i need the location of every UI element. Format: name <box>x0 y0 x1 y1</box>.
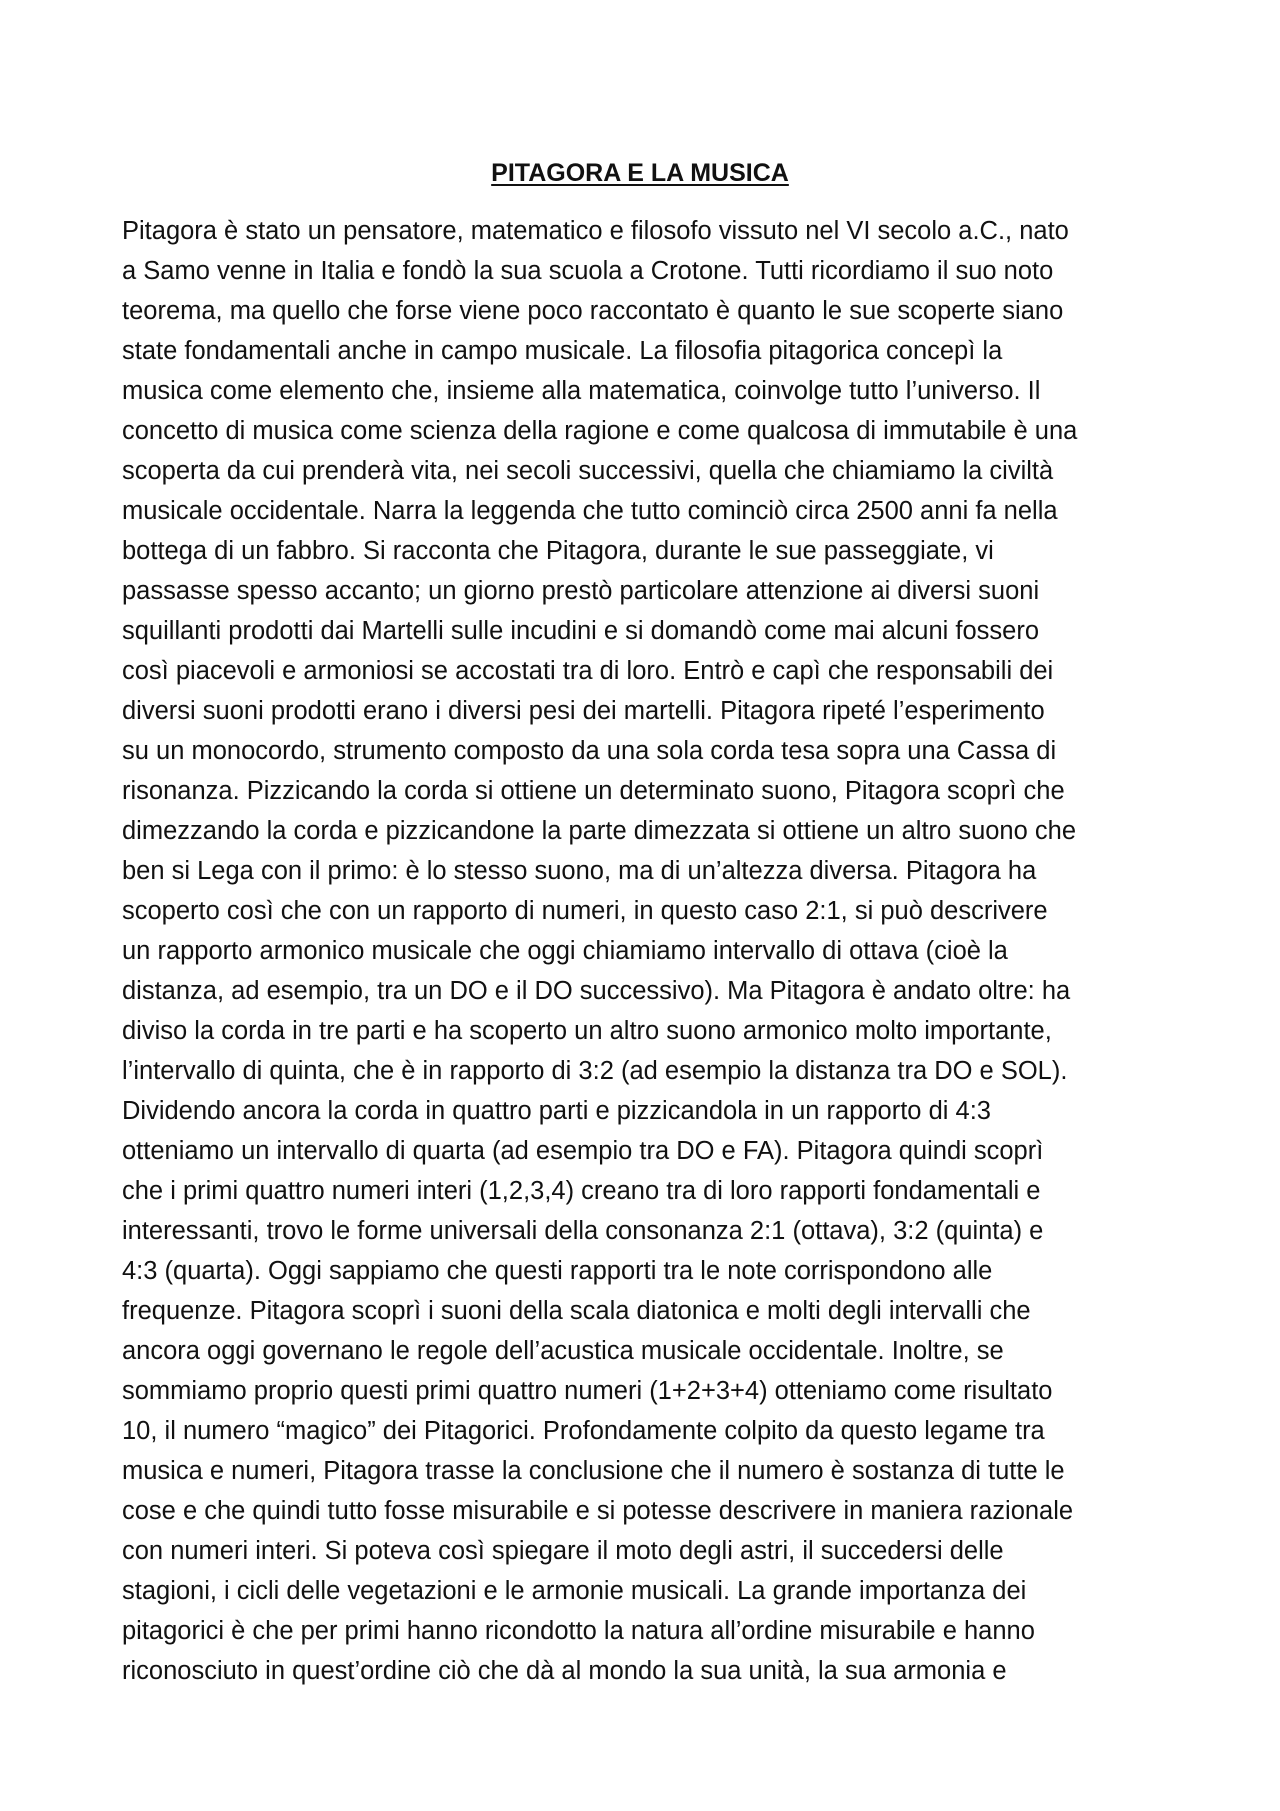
body-line: Dividendo ancora la corda in quattro parti e pizzicandola in un rapporto di 4:3 <box>122 1097 991 1125</box>
document-body <box>122 211 1182 1691</box>
body-line: otteniamo un intervallo di quarta (ad esempio tra DO e FA). Pitagora quindi scoprì <box>122 1137 1044 1165</box>
body-line: risonanza. Pizzicando la corda si ottiene un determinato suono, Pitagora scoprì che <box>122 777 1065 805</box>
body-line: musicale occidentale. Narra la leggenda che tutto cominciò circa 2500 anni fa nella <box>122 497 1058 525</box>
body-line: pitagorici è che per primi hanno ricondotto la natura all’ordine misurabile e hanno <box>122 1617 1035 1645</box>
body-line: squillanti prodotti dai Martelli sulle incudini e si domandò come mai alcuni fossero <box>122 617 1040 645</box>
body-line: a Samo venne in Italia e fondò la sua scuola a Crotone. Tutti ricordiamo il suo noto <box>122 257 1054 285</box>
body-line: che i primi quattro numeri interi (1,2,3,4) creano tra di loro rapporti fondamentali e <box>122 1177 1041 1205</box>
body-line: riconosciuto in quest’ordine ciò che dà al mondo la sua unità, la sua armonia e <box>122 1657 1007 1685</box>
body-line: frequenze. Pitagora scoprì i suoni della scala diatonica e molti degli intervalli che <box>122 1297 1031 1325</box>
body-line: interessanti, trovo le forme universali della consonanza 2:1 (ottava), 3:2 (quinta) e <box>122 1217 1044 1245</box>
body-line: teorema, ma quello che forse viene poco raccontato è quanto le sue scoperte siano <box>122 297 1064 325</box>
body-line: ben si Lega con il primo: è lo stesso suono, ma di un’altezza diversa. Pitagora ha <box>122 857 1037 885</box>
body-line: 10, il numero “magico” dei Pitagorici. Profondamente colpito da questo legame tra <box>122 1417 1045 1445</box>
body-line: dimezzando la corda e pizzicandone la parte dimezzata si ottiene un altro suono che <box>122 817 1076 845</box>
body-line: state fondamentali anche in campo musicale. La filosofia pitagorica concepì la <box>122 337 1003 365</box>
body-line: distanza, ad esempio, tra un DO e il DO successivo). Ma Pitagora è andato oltre: ha <box>122 977 1071 1005</box>
body-line: concetto di musica come scienza della ragione e come qualcosa di immutabile è una <box>122 417 1078 445</box>
body-line: sommiamo proprio questi primi quattro numeri (1+2+3+4) otteniamo come risultato <box>122 1377 1053 1405</box>
body-line: ancora oggi governano le regole dell’acustica musicale occidentale. Inoltre, se <box>122 1337 1004 1365</box>
body-line: un rapporto armonico musicale che oggi chiamiamo intervallo di ottava (cioè la <box>122 937 1008 965</box>
document-title: PITAGORA E LA MUSICA <box>491 159 789 187</box>
body-line: cose e che quindi tutto fosse misurabile e si potesse descrivere in maniera razionale <box>122 1497 1074 1525</box>
body-line: Pitagora è stato un pensatore, matematico e filosofo vissuto nel VI secolo a.C., nato <box>122 217 1069 245</box>
body-line: l’intervallo di quinta, che è in rapporto di 3:2 (ad esempio la distanza tra DO e SOL). <box>122 1057 1068 1085</box>
body-line: diviso la corda in tre parti e ha scoperto un altro suono armonico molto importante, <box>122 1017 1052 1045</box>
body-line: su un monocordo, strumento composto da una sola corda tesa sopra una Cassa di <box>122 737 1057 765</box>
body-line: 4:3 (quarta). Oggi sappiamo che questi rapporti tra le note corrispondono alle <box>122 1257 993 1285</box>
body-line: così piacevoli e armoniosi se accostati tra di loro. Entrò e capì che responsabili dei <box>122 657 1054 685</box>
body-line: con numeri interi. Si poteva così spiegare il moto degli astri, il succedersi delle <box>122 1537 1004 1565</box>
body-line: musica e numeri, Pitagora trasse la conclusione che il numero è sostanza di tutte le <box>122 1457 1065 1485</box>
body-line: musica come elemento che, insieme alla matematica, coinvolge tutto l’universo. Il <box>122 377 1041 405</box>
body-line: scoperto così che con un rapporto di numeri, in questo caso 2:1, si può descrivere <box>122 897 1048 925</box>
body-line: bottega di un fabbro. Si racconta che Pitagora, durante le sue passeggiate, vi <box>122 537 994 565</box>
body-line: stagioni, i cicli delle vegetazioni e le armonie musicali. La grande importanza dei <box>122 1577 1027 1605</box>
body-line: passasse spesso accanto; un giorno prestò particolare attenzione ai diversi suoni <box>122 577 1040 605</box>
body-line: diversi suoni prodotti erano i diversi pesi dei martelli. Pitagora ripeté l’esperimento <box>122 697 1045 725</box>
body-line: scoperta da cui prenderà vita, nei secoli successivi, quella che chiamiamo la civiltà <box>122 457 1054 485</box>
